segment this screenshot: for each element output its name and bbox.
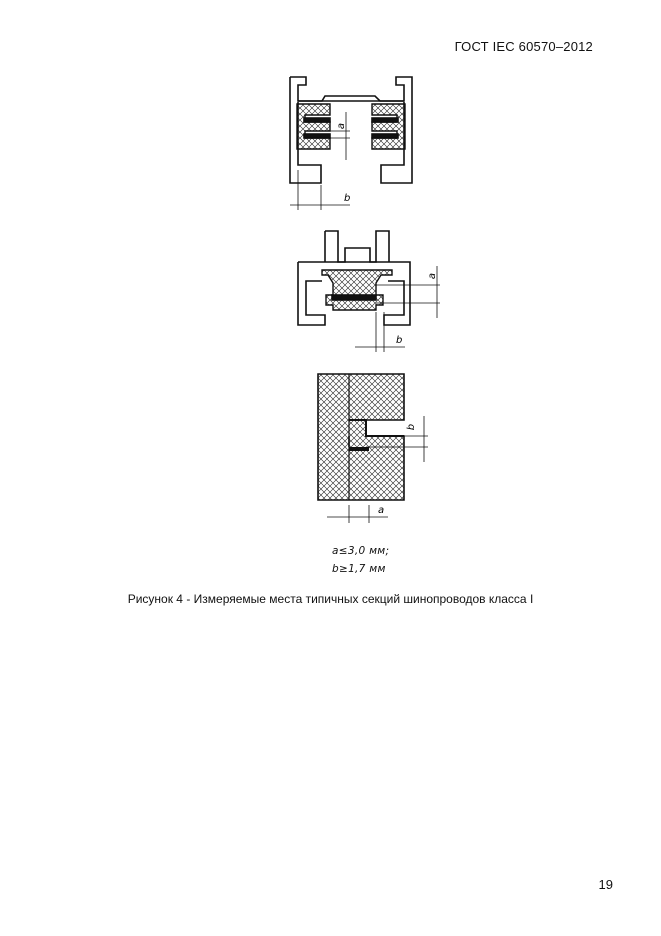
figure-2-label-b: b — [396, 335, 403, 346]
document-header: ГОСТ IEC 60570–2012 — [454, 39, 593, 54]
figure-2-busway-section — [298, 231, 410, 325]
figure-2-label-a: a — [427, 272, 438, 280]
condition-a: a≤3,0 мм; — [332, 545, 390, 557]
figure-3-joint-section — [318, 374, 404, 500]
page-number: 19 — [598, 877, 613, 892]
figure-caption: Рисунок 4 - Измеряемые места типичных секций шинопроводов класса I — [127, 592, 534, 606]
figure-3-label-a: a — [378, 505, 385, 516]
figure-1-busway-section — [290, 77, 412, 183]
figure-1-label-b: b — [344, 193, 351, 204]
figure-1-label-a: a — [336, 122, 347, 130]
figure-3-label-b: b — [406, 423, 417, 431]
condition-b: b≥1,7 мм — [332, 563, 386, 575]
